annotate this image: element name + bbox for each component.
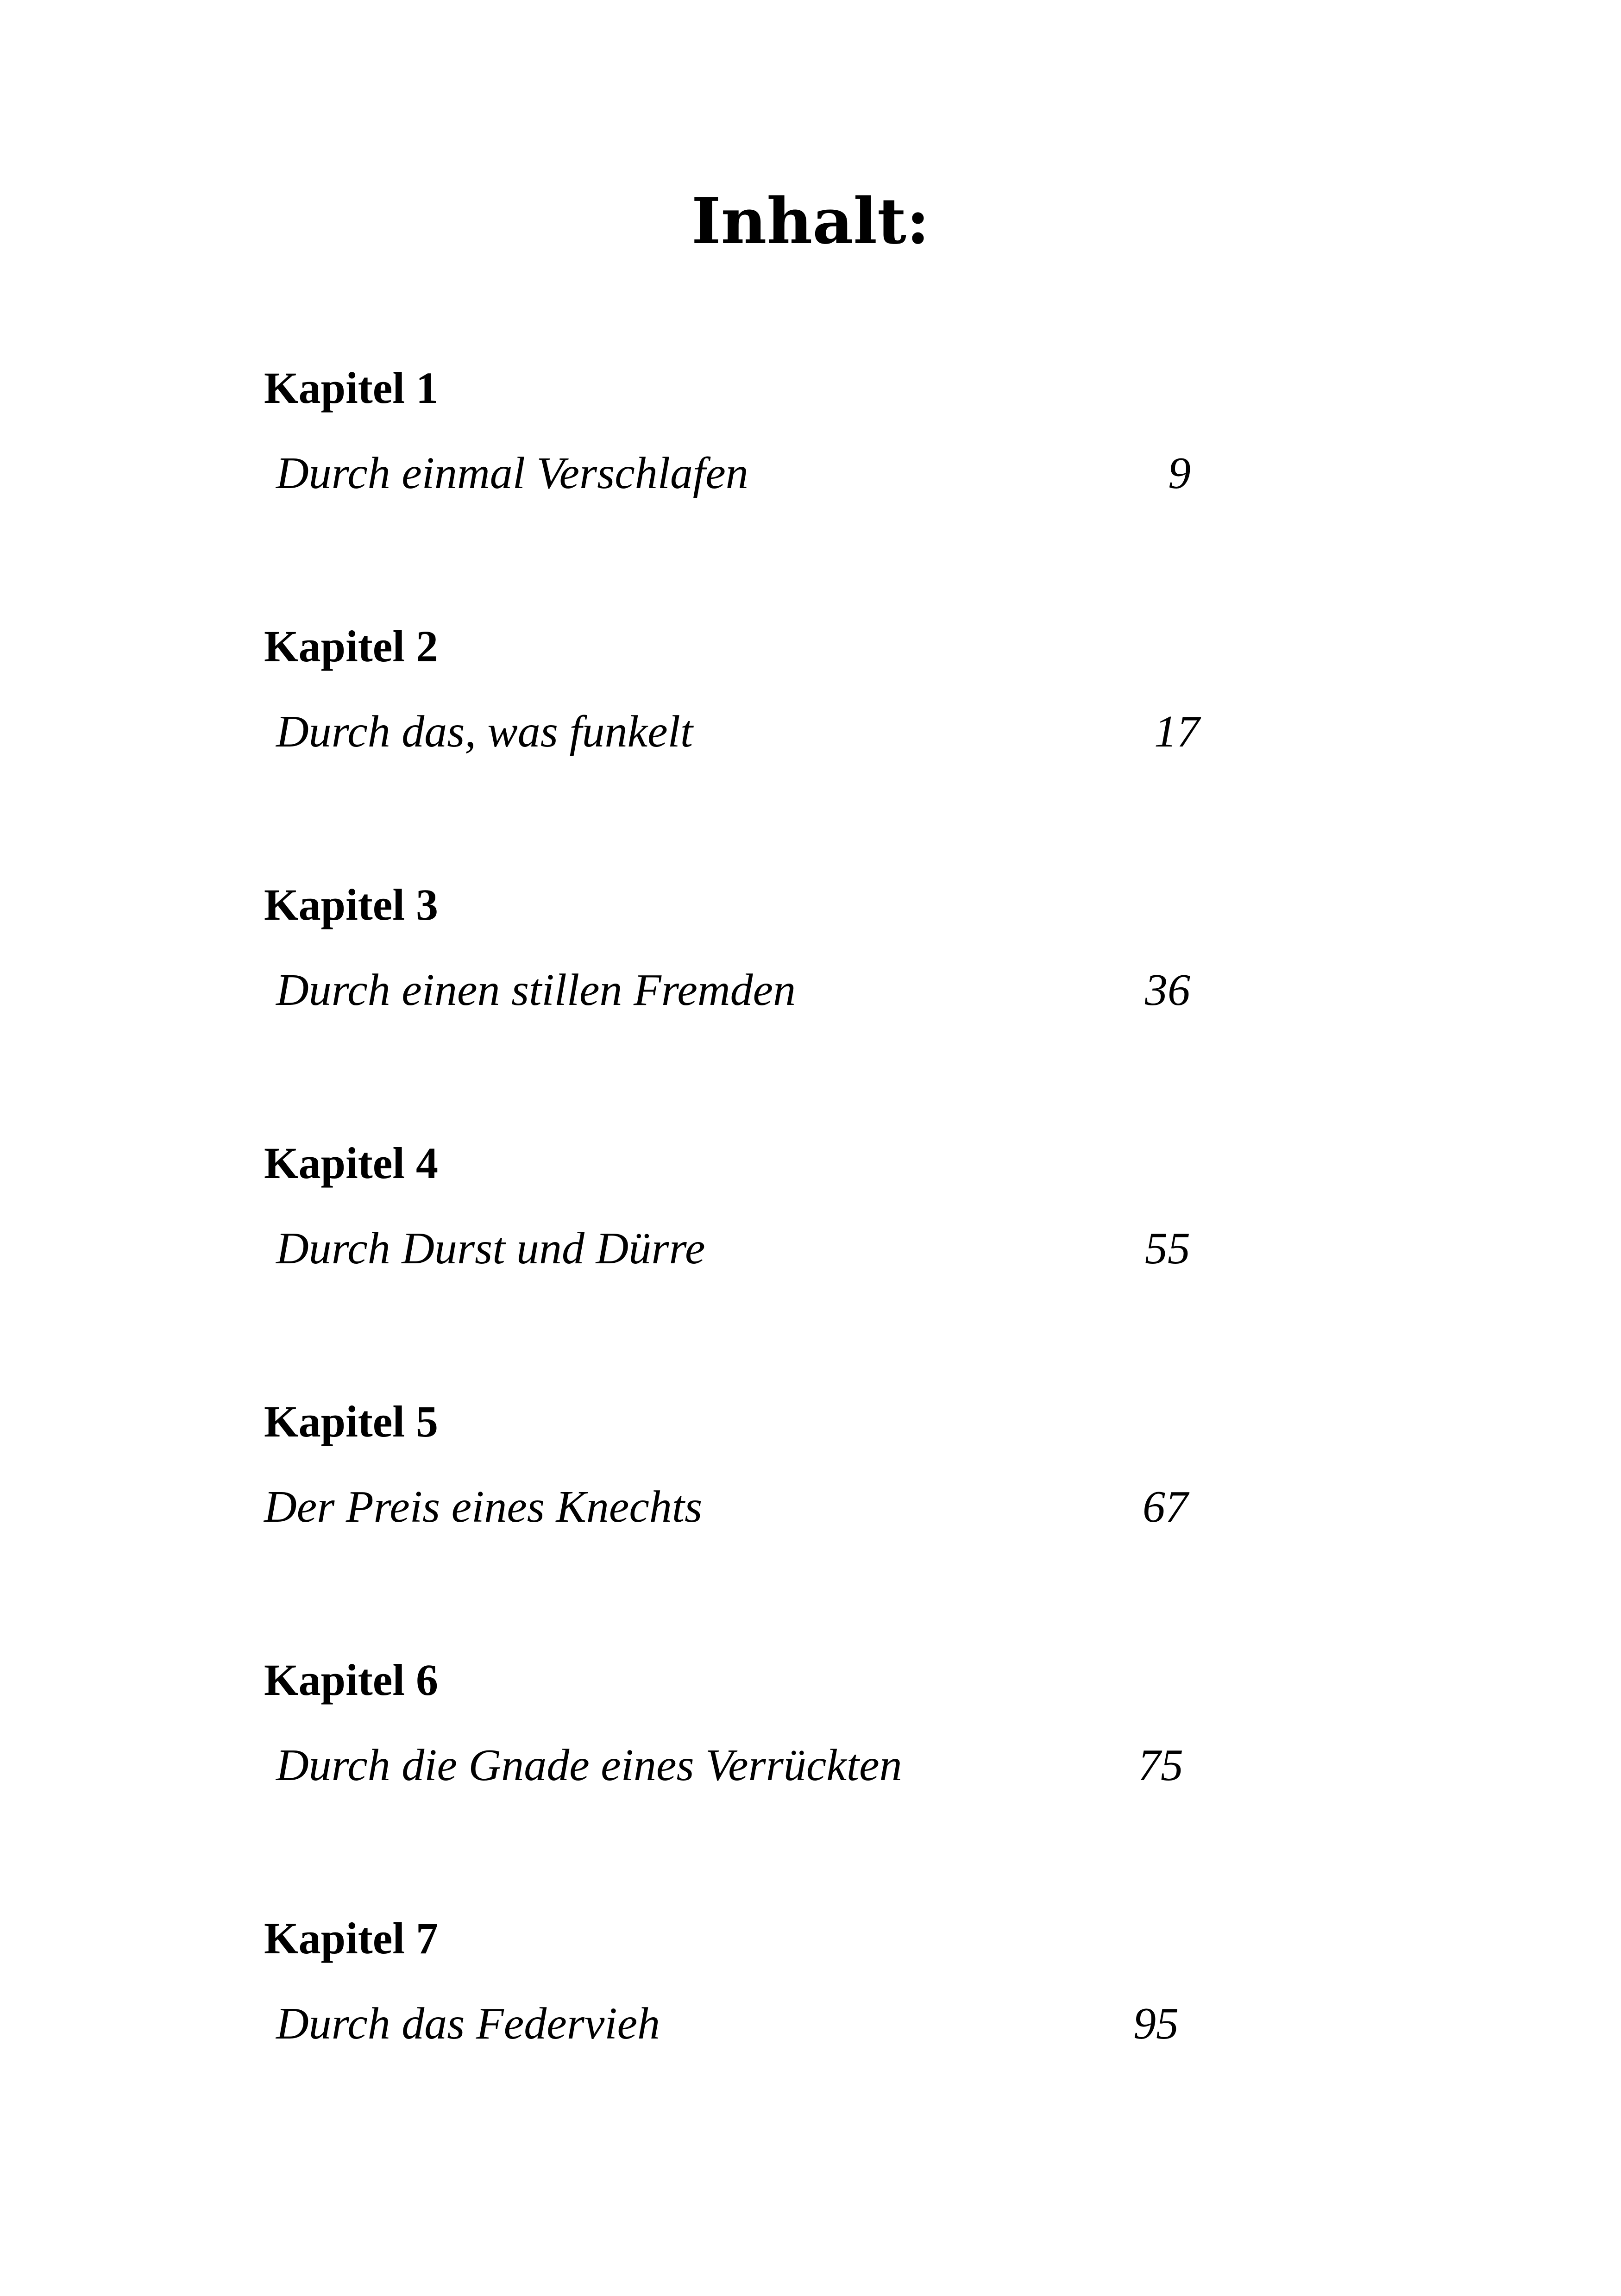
chapter-label: Kapitel 3 — [264, 880, 438, 929]
chapter-title: Durch Durst und Dürre — [276, 1223, 705, 1273]
page-number: 95 — [1133, 1999, 1179, 2049]
toc-entry-3 — [0, 880, 1621, 1068]
chapter-label: Kapitel 7 — [264, 1913, 438, 1963]
toc-entry-4 — [0, 1138, 1621, 1326]
page-number: 55 — [1145, 1223, 1190, 1273]
chapter-label: Kapitel 1 — [264, 363, 438, 413]
page-number: 9 — [1168, 448, 1191, 498]
chapter-label: Kapitel 5 — [264, 1397, 438, 1446]
chapter-title: Durch das Federvieh — [276, 1999, 660, 2049]
chapter-label: Kapitel 2 — [264, 621, 438, 671]
toc-entry-2 — [0, 621, 1621, 809]
chapter-title: Durch die Gnade eines Verrückten — [276, 1740, 902, 1790]
chapter-title: Durch einmal Verschlafen — [276, 448, 748, 498]
chapter-title: Durch einen stillen Fremden — [276, 965, 796, 1015]
page-number: 67 — [1143, 1482, 1188, 1532]
toc-entry-6 — [0, 1655, 1621, 1843]
page-title: Inhalt: — [691, 184, 930, 258]
chapter-title: Der Preis eines Knechts — [264, 1482, 703, 1532]
page-number: 36 — [1145, 965, 1190, 1015]
chapter-title: Durch das, was funkelt — [276, 707, 693, 757]
page-number: 75 — [1138, 1740, 1183, 1790]
toc-entry-1 — [0, 363, 1621, 551]
chapter-label: Kapitel 6 — [264, 1655, 438, 1705]
toc-entry-7 — [0, 1913, 1621, 2102]
chapter-label: Kapitel 4 — [264, 1138, 438, 1188]
toc-entry-5 — [0, 1399, 1621, 1585]
page-number: 17 — [1154, 707, 1200, 757]
